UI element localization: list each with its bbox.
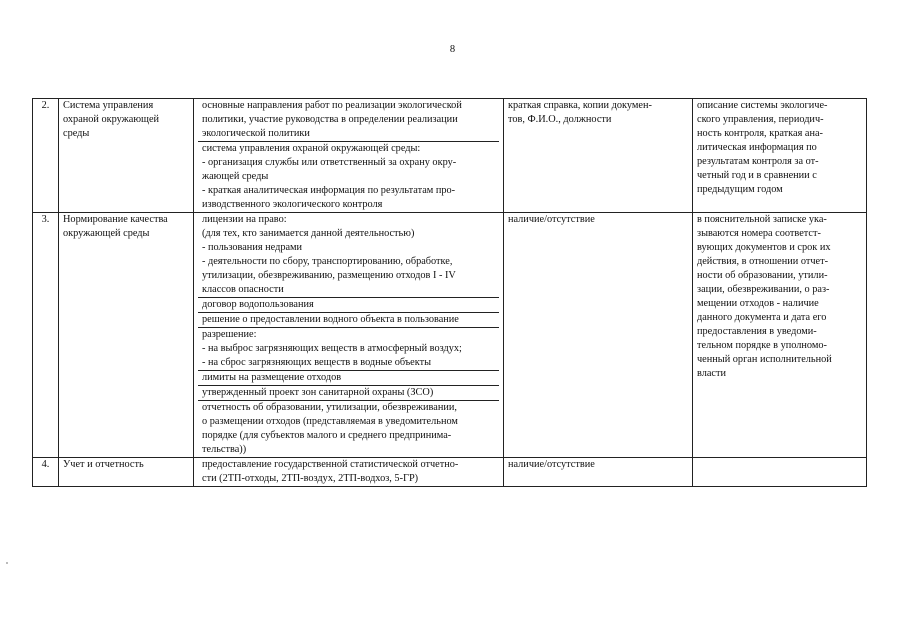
- table-row: [33, 458, 867, 487]
- note-cell-line: мещении отходов - наличие: [697, 298, 819, 309]
- document-item: [198, 142, 499, 212]
- section-name: [59, 458, 194, 487]
- note-cell: [693, 213, 867, 458]
- note-cell-line: данного документа и дата его: [697, 312, 827, 323]
- document-item-line: лицензии на право:: [202, 214, 287, 225]
- note-cell-line: четный год и в сравнении с: [697, 170, 817, 181]
- section-name-line: Нормирование качества: [63, 214, 168, 225]
- section-name-line: Система управления: [63, 100, 154, 111]
- note-cell-line: описание системы экологиче-: [697, 100, 828, 111]
- document-item-line: договор водопользования: [202, 299, 314, 310]
- note-cell-line: результатам контроля за от-: [697, 156, 819, 167]
- section-name-line: охраной окружающей: [63, 114, 160, 125]
- submission-form-line: тов, Ф.И.О., должности: [508, 114, 612, 125]
- document-item-line: классов опасности: [202, 284, 284, 295]
- note-cell-line: предыдущим годом: [697, 184, 783, 195]
- document-item-line: решение о предоставлении водного объекта в пользование: [202, 314, 459, 325]
- submission-form-line: наличие/отсутствие: [508, 214, 595, 225]
- document-item-line: разрешение:: [202, 329, 257, 340]
- document-item-line: о размещении отходов (представляемая в уведомительном: [202, 416, 458, 427]
- note-cell-line: ченный орган исполнительной: [697, 354, 832, 365]
- section-name-line: Учет и отчетность: [63, 459, 144, 470]
- submission-form-line: краткая справка, копии докумен-: [508, 100, 652, 111]
- row-number: 3.: [33, 213, 59, 458]
- note-cell-line: в пояснительной записке ука-: [697, 214, 827, 225]
- documents-cell: [194, 458, 504, 487]
- document-item-line: система управления охраной окружающей среды:: [202, 143, 421, 154]
- submission-form-line: наличие/отсутствие: [508, 459, 595, 470]
- note-cell-line: тельном порядке в уполномо-: [697, 340, 827, 351]
- note-cell: [693, 458, 867, 487]
- section-name: [59, 213, 194, 458]
- documents-cell: [194, 99, 504, 213]
- document-item-line: - на сброс загрязняющих веществ в водные объекты: [202, 357, 432, 368]
- document-item-line: основные направления работ по реализации экологической: [202, 100, 462, 111]
- document-item: [198, 213, 499, 298]
- section-name-line: окружающей среды: [63, 228, 150, 239]
- document-item-line: - организация службы или ответственный за охрану окру-: [202, 157, 457, 168]
- document-item-line: сти (2ТП-отходы, 2ТП-воздух, 2ТП-водхоз, 5-ГР): [202, 473, 419, 484]
- document-item-line: лимиты на размещение отходов: [202, 372, 342, 383]
- document-item: [198, 298, 499, 313]
- submission-form: [504, 213, 693, 458]
- note-cell-line: ности об образовании, утили-: [697, 270, 828, 281]
- document-item-line: утвержденный проект зон санитарной охраны (ЗСО): [202, 387, 434, 398]
- note-cell-line: ность контроля, краткая ана-: [697, 128, 823, 139]
- row-number: 4.: [33, 458, 59, 487]
- scan-speck: [6, 562, 8, 564]
- page-number: 8: [449, 44, 456, 55]
- document-item-line: изводственного экологического контроля: [202, 199, 383, 210]
- document-item-line: тельства)): [202, 444, 247, 455]
- note-cell-line: зации, обезвреживании, о раз-: [697, 284, 830, 295]
- document-item-line: предоставление государственной статистической отчетно-: [202, 459, 459, 470]
- note-cell-line: зываются номера соответст-: [697, 228, 821, 239]
- note-cell-line: вующих документов и срок их: [697, 242, 831, 253]
- note-cell-line: литическая информация по: [697, 142, 817, 153]
- document-item-line: жающей среды: [202, 171, 269, 182]
- document-item: [198, 371, 499, 386]
- document-item: [198, 99, 499, 142]
- note-cell-line: действия, в отношении отчет-: [697, 256, 829, 267]
- note-cell-line: ского управления, периодич-: [697, 114, 824, 125]
- note-cell: [693, 99, 867, 213]
- documents-cell: [194, 213, 504, 458]
- document-item: [198, 458, 499, 486]
- document-item-line: - пользования недрами: [202, 242, 303, 253]
- document-item-line: отчетность об образовании, утилизации, обезвреживании,: [202, 402, 457, 413]
- table-body: [33, 99, 867, 487]
- submission-form: [504, 99, 693, 213]
- document-item-line: политики, участие руководства в определении реализации: [202, 114, 458, 125]
- row-number: 2.: [33, 99, 59, 213]
- note-cell-line: власти: [697, 368, 727, 379]
- document-item-line: - на выброс загрязняющих веществ в атмосферный воздух;: [202, 343, 462, 354]
- requirements-table: [32, 98, 867, 487]
- document-item-line: - деятельности по сбору, транспортированию, обработке,: [202, 256, 453, 267]
- table-row: [33, 99, 867, 213]
- document-item-line: (для тех, кто занимается данной деятельностью): [202, 228, 415, 239]
- document-item-line: - краткая аналитическая информация по результатам про-: [202, 185, 456, 196]
- document-item-line: порядке (для субъектов малого и среднего предпринима-: [202, 430, 452, 441]
- submission-form: [504, 458, 693, 487]
- section-name-line: среды: [63, 128, 90, 139]
- document-item: [198, 386, 499, 401]
- section-name: [59, 99, 194, 213]
- document-item-line: экологической политики: [202, 128, 310, 139]
- document-item-line: утилизации, обезвреживанию, размещению отходов I - IV: [202, 270, 456, 281]
- note-cell-line: предоставления в уведоми-: [697, 326, 817, 337]
- document-item: [198, 313, 499, 328]
- document-item: [198, 328, 499, 371]
- table-row: [33, 213, 867, 458]
- document-item: [198, 401, 499, 457]
